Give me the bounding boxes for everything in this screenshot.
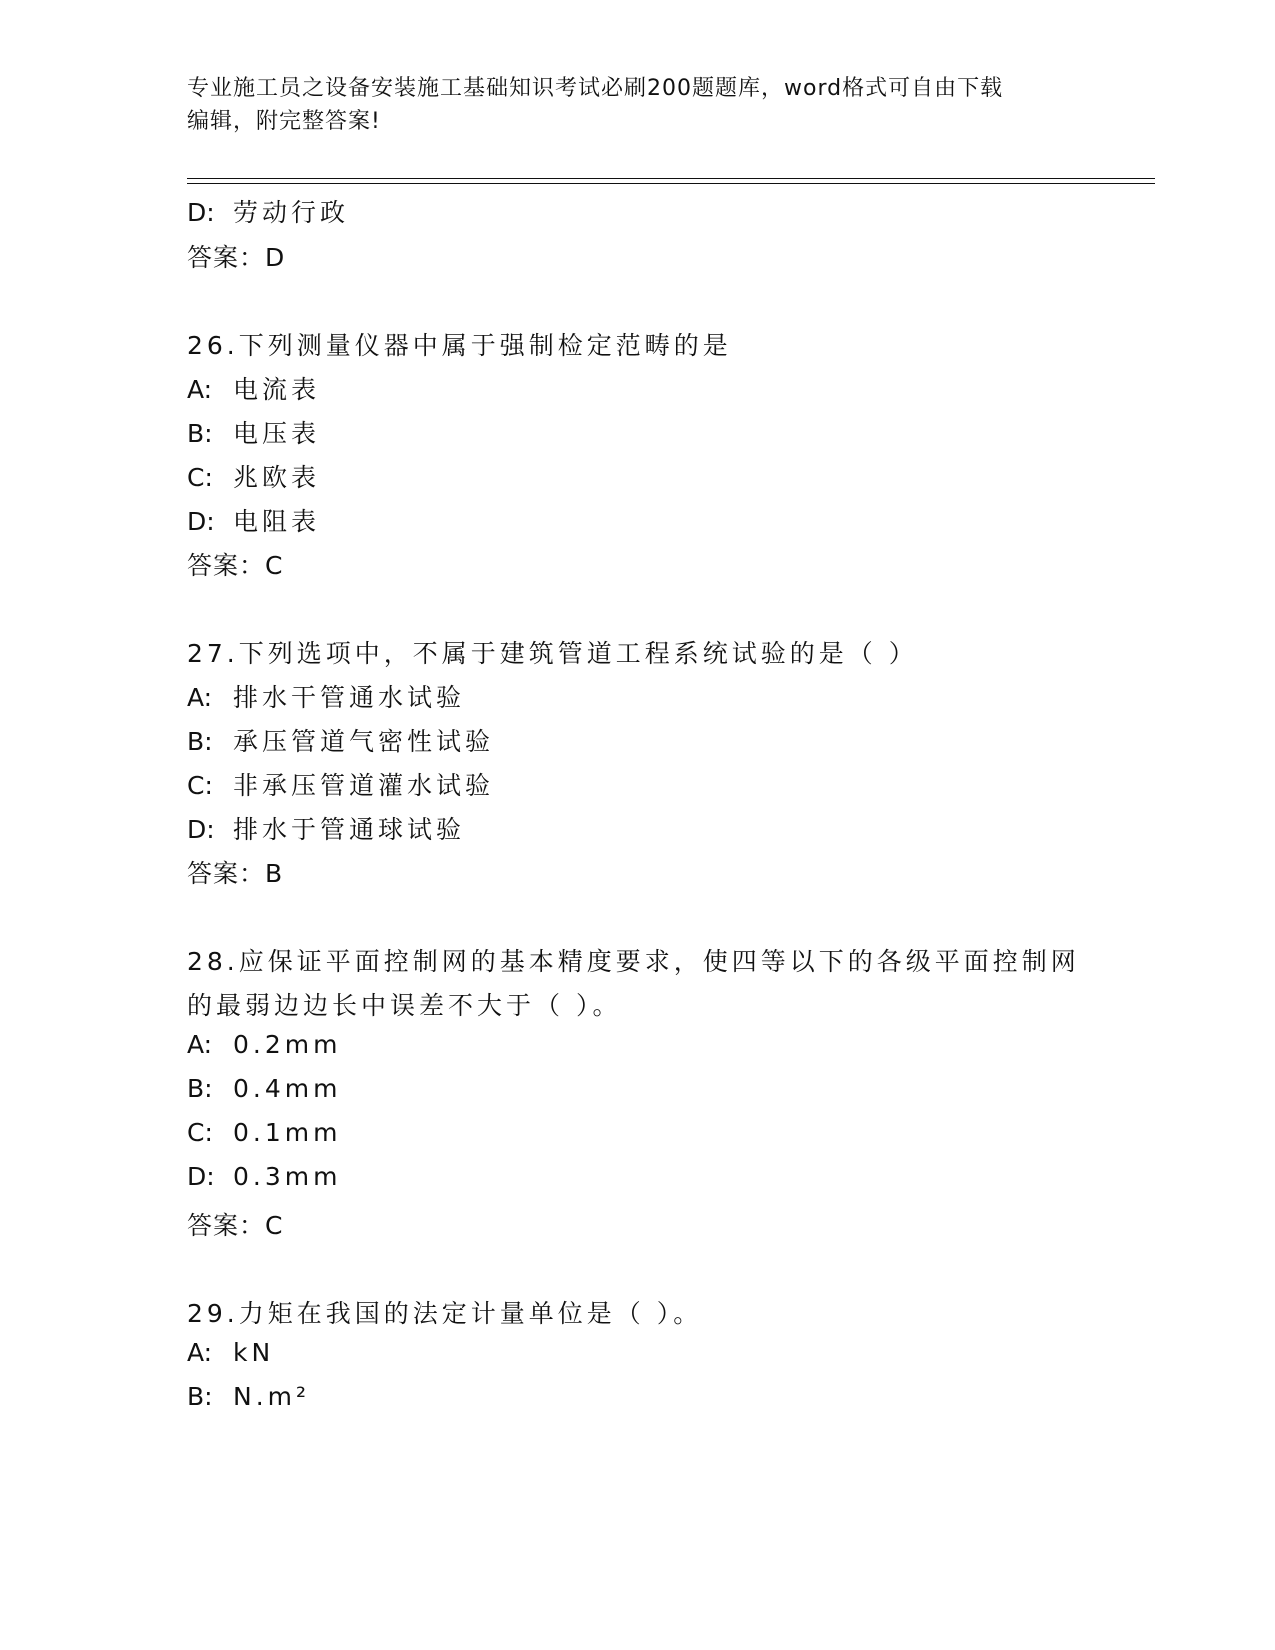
document-header <box>187 72 1087 138</box>
answer: 答案：D <box>187 243 286 272</box>
option-b: B: 承压管道气密性试验 <box>187 727 495 756</box>
answer: 答案：C <box>187 551 284 580</box>
question-stem: 29.力矩在我国的法定计量单位是（ ）。 <box>187 1299 703 1328</box>
answer: 答案：C <box>187 1211 284 1240</box>
header-line-2: 编辑，附完整答案! <box>187 109 381 134</box>
option-a: A: kN <box>187 1338 275 1367</box>
option-c: C: 兆欧表 <box>187 463 321 492</box>
header-divider-top <box>187 178 1155 179</box>
option-b: B: 0.4mm <box>187 1074 342 1103</box>
option-b: B: N.m² <box>187 1382 311 1411</box>
question-stem-continued: 的最弱边边长中误差不大于（ ）。 <box>187 991 622 1020</box>
option-d: D: 电阻表 <box>187 507 321 536</box>
option-c: C: 非承压管道灌水试验 <box>187 771 495 800</box>
answer: 答案：B <box>187 859 284 888</box>
header-divider-bottom <box>187 183 1155 184</box>
question-stem: 26.下列测量仪器中属于强制检定范畴的是 <box>187 331 732 360</box>
option-a: A: 0.2mm <box>187 1030 342 1059</box>
option-d: D: 劳动行政 <box>187 198 350 227</box>
question-stem: 28.应保证平面控制网的基本精度要求，使四等以下的各级平面控制网 <box>187 947 1080 976</box>
option-d: D: 0.3mm <box>187 1162 342 1191</box>
option-c: C: 0.1mm <box>187 1118 342 1147</box>
option-d: D: 排水于管通球试验 <box>187 815 466 844</box>
option-a: A: 排水干管通水试验 <box>187 683 466 712</box>
header-line-1: 专业施工员之设备安装施工基础知识考试必刷200题题库，word格式可自由下载 <box>187 76 1004 101</box>
option-b: B: 电压表 <box>187 419 321 448</box>
option-a: A: 电流表 <box>187 375 321 404</box>
question-stem: 27.下列选项中，不属于建筑管道工程系统试验的是（ ） <box>187 639 918 668</box>
